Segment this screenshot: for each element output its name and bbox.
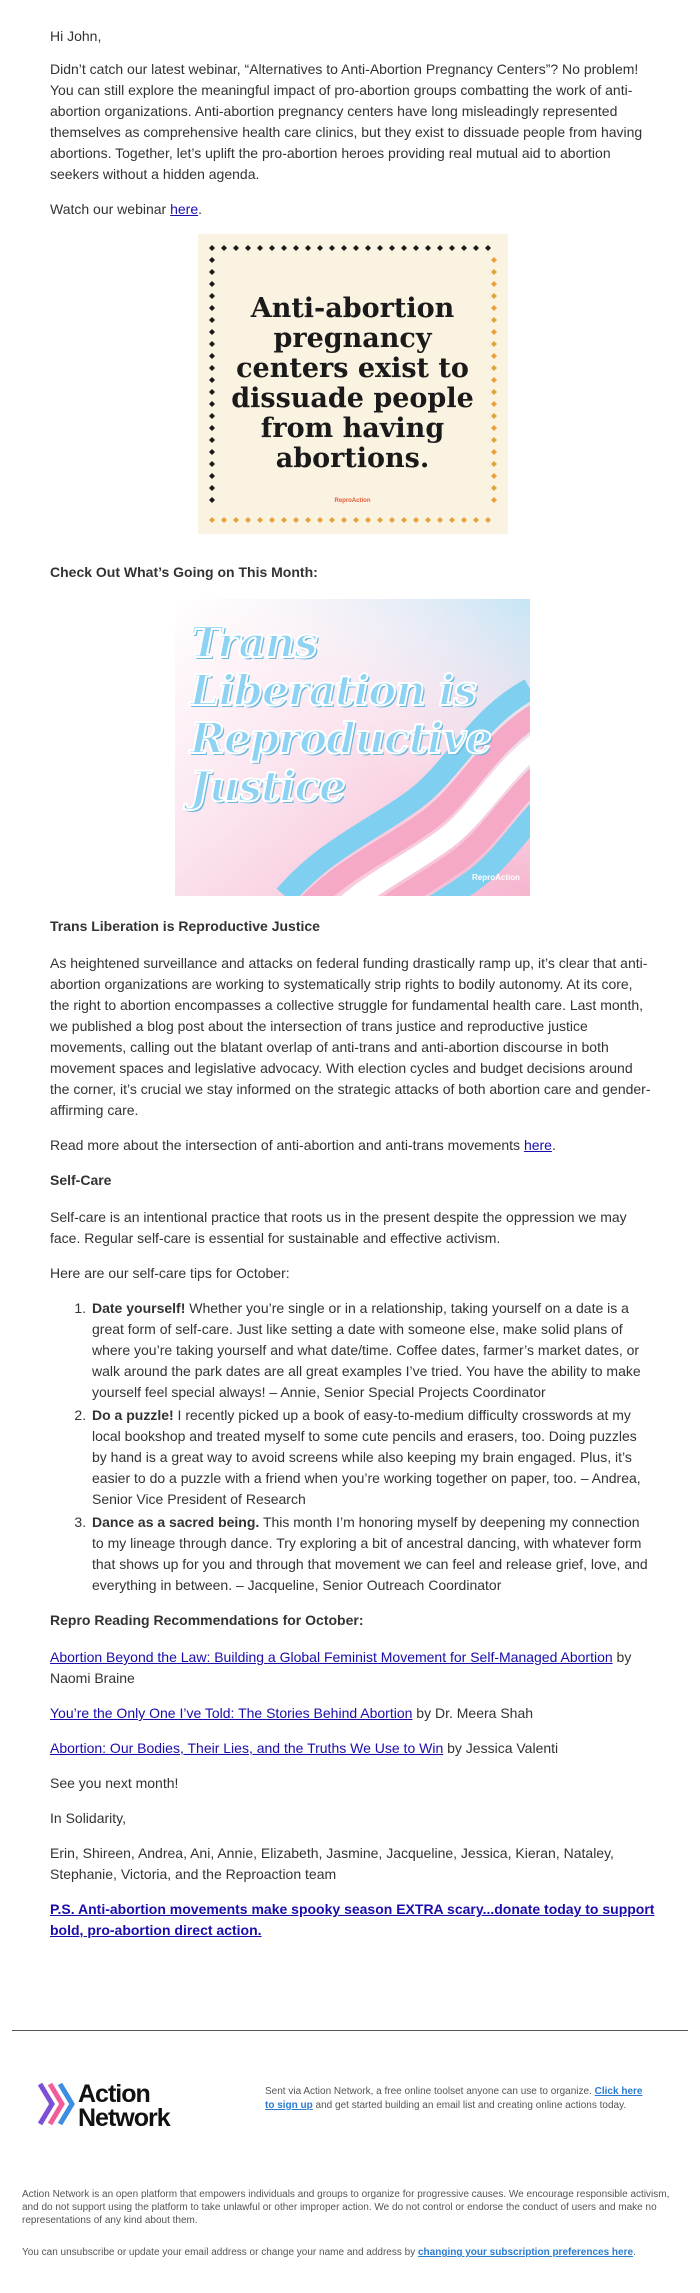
border-diamond bbox=[281, 245, 287, 251]
border-diamond bbox=[209, 269, 215, 275]
border-diamond bbox=[413, 245, 419, 251]
border-diamond bbox=[491, 281, 497, 287]
book-link[interactable]: Abortion: Our Bodies, Their Lies, and the Truths We Use to Win bbox=[50, 1740, 444, 1756]
footer-sent-via bbox=[265, 2085, 645, 2113]
border-diamond bbox=[209, 281, 215, 287]
brand-wordmark bbox=[78, 2082, 170, 2130]
border-diamond bbox=[257, 245, 263, 251]
border-diamond bbox=[413, 517, 419, 523]
border-diamond bbox=[257, 517, 263, 523]
border-diamond bbox=[491, 389, 497, 395]
footer-legal-text: Action Network is an open platform that empowers individuals and groups to organize for progressive causes. We encourage responsible activism, and do not support using the platform to take unlawful or other improper action. We do not control or endorse the conduct of users and make no representations of any kind about them. bbox=[22, 2189, 670, 2226]
border-diamond bbox=[293, 517, 299, 523]
border-diamond bbox=[209, 329, 215, 335]
border-diamond bbox=[305, 245, 311, 251]
border-diamond bbox=[209, 473, 215, 479]
border-diamond bbox=[329, 517, 335, 523]
selfcare-heading: Self-Care bbox=[50, 1172, 112, 1188]
tip-item bbox=[90, 1512, 655, 1596]
border-diamond bbox=[293, 245, 299, 251]
border-diamond bbox=[353, 517, 359, 523]
border-diamond bbox=[353, 245, 359, 251]
brand-line-1: Action bbox=[78, 2080, 150, 2108]
tips-list bbox=[50, 1298, 655, 1596]
border-diamond bbox=[221, 245, 227, 251]
border-diamond bbox=[491, 293, 497, 299]
book-author: by Jessica Valenti bbox=[443, 1740, 559, 1756]
unsub-prefix: You can unsubscribe or update your email address or change your name and address by bbox=[22, 2247, 418, 2258]
read-more-line bbox=[50, 1135, 655, 1156]
webinar-graphic[interactable] bbox=[198, 234, 508, 534]
border-diamond bbox=[209, 365, 215, 371]
border-diamond bbox=[329, 245, 335, 251]
book-item bbox=[50, 1703, 655, 1724]
border-diamond bbox=[245, 517, 251, 523]
tip-text: This month I’m honoring myself by deepening my connection to my lineage through dance. Try exploring a bit of ancestral dancing, with whatever form that shows up for you and through that movement we can feel and release grief, love, and everything in between. – Jacqueline, Senior Outreach Coordinator bbox=[92, 1514, 648, 1593]
border-diamond bbox=[491, 449, 497, 455]
border-diamond bbox=[209, 305, 215, 311]
border-diamond bbox=[209, 461, 215, 467]
border-diamond bbox=[401, 517, 407, 523]
trans-graphic-title: Trans Liberation is Reproductive Justice bbox=[190, 618, 492, 811]
border-diamond bbox=[425, 245, 431, 251]
trans-heading: Trans Liberation is Reproductive Justice bbox=[50, 918, 320, 934]
signup-link[interactable]: Click here to sign up bbox=[265, 2086, 643, 2111]
border-diamond bbox=[401, 245, 407, 251]
border-diamond bbox=[377, 245, 383, 251]
footer-divider bbox=[12, 2030, 688, 2031]
border-diamond bbox=[317, 517, 323, 523]
border-diamond bbox=[449, 245, 455, 251]
tips-intro: Here are our self-care tips for October: bbox=[50, 1265, 290, 1281]
border-diamond bbox=[491, 365, 497, 371]
border-diamond bbox=[461, 245, 467, 251]
selfcare-body: Self-care is an intentional practice that roots us in the present despite the oppression we may face. Regular self-care is essential for sustainable and effective activism. bbox=[50, 1209, 627, 1246]
border-diamond bbox=[209, 517, 215, 523]
watch-suffix: . bbox=[198, 201, 203, 217]
action-network-logo[interactable] bbox=[38, 2080, 258, 2130]
border-diamond bbox=[425, 517, 431, 523]
border-diamond bbox=[491, 317, 497, 323]
border-diamond bbox=[209, 293, 215, 299]
border-diamond bbox=[245, 245, 251, 251]
donate-ps-link[interactable]: P.S. Anti-abortion movements make spooky season EXTRA scary...donate today to support bold, pro-abortion direct action. bbox=[50, 1901, 655, 1938]
read-more-prefix: Read more about the intersection of anti-abortion and anti-trans movements bbox=[50, 1137, 524, 1153]
book-item bbox=[50, 1647, 655, 1689]
watch-webinar-line bbox=[50, 199, 655, 220]
tip-text: I recently picked up a book of easy-to-medium difficulty crosswords at my local bookshop and treated myself to some cute pencils and erasers, too. Doing puzzles by hand is a great way to avoid screens while also keeping my brain engaged. Plus, it’s easier to do a puzzle with a friend when you’re working together on paper, too. – Andrea, Senior Vice President of Research bbox=[92, 1407, 641, 1507]
border-diamond bbox=[491, 425, 497, 431]
month-heading: Check Out What’s Going on This Month: bbox=[50, 564, 318, 580]
border-diamond bbox=[209, 257, 215, 263]
book-author: by Dr. Meera Shah bbox=[412, 1705, 534, 1721]
border-diamond bbox=[365, 517, 371, 523]
border-diamond bbox=[209, 341, 215, 347]
border-diamond bbox=[485, 245, 491, 251]
book-link[interactable]: You’re the Only One I’ve Told: The Stories Behind Abortion bbox=[50, 1705, 413, 1721]
border-diamond bbox=[473, 517, 479, 523]
border-diamond bbox=[491, 437, 497, 443]
sign-off: In Solidarity, bbox=[50, 1810, 126, 1826]
tip-title: Dance as a sacred being. bbox=[92, 1514, 260, 1530]
border-diamond bbox=[209, 245, 215, 251]
email-body bbox=[50, 26, 655, 1955]
border-diamond bbox=[341, 245, 347, 251]
border-diamond bbox=[209, 317, 215, 323]
border-diamond bbox=[491, 401, 497, 407]
border-diamond bbox=[491, 353, 497, 359]
border-diamond bbox=[209, 449, 215, 455]
border-diamond bbox=[491, 473, 497, 479]
tip-item bbox=[90, 1298, 655, 1403]
border-diamond bbox=[449, 517, 455, 523]
border-diamond bbox=[269, 245, 275, 251]
border-diamond bbox=[437, 517, 443, 523]
tip-text: Whether you’re single or in a relationship, taking yourself on a date is a great form of self-care. Just like setting a date with someone else, make solid plans of where you’re taking yourself and what date/time. Coffee dates, farmer’s market dates, or walk around the park dates are all great examples I’ve tried. You have the ability to make yourself feel special always! – Annie, Senior Special Projects Coordinator bbox=[92, 1300, 641, 1400]
border-diamond bbox=[491, 377, 497, 383]
book-author: by Naomi Braine bbox=[50, 1649, 632, 1686]
border-diamond bbox=[209, 401, 215, 407]
read-more-link[interactable]: here bbox=[523, 1137, 552, 1153]
border-diamond bbox=[305, 517, 311, 523]
tip-title: Do a puzzle! bbox=[92, 1407, 174, 1423]
border-diamond bbox=[389, 517, 395, 523]
webinar-link[interactable]: here bbox=[170, 201, 199, 217]
border-diamond bbox=[491, 329, 497, 335]
border-diamond bbox=[209, 389, 215, 395]
border-diamond bbox=[485, 517, 491, 523]
border-diamond bbox=[365, 245, 371, 251]
border-diamond bbox=[281, 517, 287, 523]
watch-prefix: Watch our webinar bbox=[50, 201, 171, 217]
border-diamond bbox=[491, 305, 497, 311]
tip-item bbox=[90, 1405, 655, 1510]
signers: Erin, Shireen, Andrea, Ani, Annie, Elizabeth, Jasmine, Jacqueline, Jessica, Kieran, Nataley, Stephanie, Victoria, and the Reproaction team bbox=[50, 1845, 614, 1882]
border-diamond bbox=[491, 413, 497, 419]
book-item bbox=[50, 1738, 655, 1759]
border-diamond bbox=[209, 437, 215, 443]
border-diamond bbox=[389, 245, 395, 251]
webinar-graphic-text: Anti-abortion pregnancy centers exist to dissuade people from having abortions. bbox=[231, 293, 474, 474]
border-diamond bbox=[437, 245, 443, 251]
border-diamond bbox=[209, 425, 215, 431]
border-diamond bbox=[491, 461, 497, 467]
read-more-suffix: . bbox=[551, 1137, 556, 1153]
action-network-mark-icon bbox=[38, 2080, 78, 2130]
sent-via-suffix: and get started building an email list and creating online actions today. bbox=[312, 2100, 627, 2111]
see-you-line: See you next month! bbox=[50, 1775, 179, 1791]
tip-title: Date yourself! bbox=[92, 1300, 186, 1316]
sent-via-text: Sent via Action Network, a free online toolset anyone can use to organize. bbox=[265, 2086, 595, 2097]
footer-unsubscribe bbox=[22, 2246, 682, 2259]
border-diamond bbox=[209, 353, 215, 359]
border-diamond bbox=[317, 245, 323, 251]
trans-body: As heightened surveillance and attacks on federal funding drastically ramp up, it’s clear that anti-abortion organizations are working to systematically strip rights to bodily autonomy. At its core, the right to abortion encompasses a collective struggle for fundamental health care. Last month, we published a blog post about the intersection of trans justice and reproductive justice movements, calling out the blatant overlap of anti-trans and anti-abortion discourse in both movement spaces and legislative advocacy. With election cycles and budget decisions around the corner, it’s crucial we stay informed on the strategic attacks of both abortion care and gender-affirming care. bbox=[50, 955, 651, 1118]
border-diamond bbox=[209, 413, 215, 419]
border-diamond bbox=[491, 257, 497, 263]
border-diamond bbox=[341, 517, 347, 523]
border-diamond bbox=[491, 341, 497, 347]
webinar-graphic-logo: ReproAction bbox=[334, 498, 371, 504]
book-link[interactable]: Abortion Beyond the Law: Building a Global Feminist Movement for Self-Managed Abortion bbox=[50, 1649, 613, 1665]
border-diamond bbox=[209, 377, 215, 383]
border-diamond bbox=[269, 517, 275, 523]
border-diamond bbox=[233, 245, 239, 251]
border-diamond bbox=[491, 269, 497, 275]
border-diamond bbox=[377, 517, 383, 523]
reading-heading: Repro Reading Recommendations for October: bbox=[50, 1612, 364, 1628]
border-diamond bbox=[473, 245, 479, 251]
border-diamond bbox=[221, 517, 227, 523]
trans-graphic-logo: ReproAction bbox=[472, 873, 520, 882]
brand-line-2: Network bbox=[78, 2104, 170, 2132]
border-diamond bbox=[461, 517, 467, 523]
greeting: Hi John, bbox=[50, 28, 102, 44]
unsub-suffix: . bbox=[633, 2247, 636, 2258]
intro-paragraph: Didn’t catch our latest webinar, “Alternatives to Anti-Abortion Pregnancy Centers”? No problem! You can still explore the meaningful impact of pro-abortion groups combatting the work of anti-abortion organizations. Anti-abortion pregnancy centers have long misleadingly represented themselves as comprehensive health care clinics, but they exist to dissuade people from having abortions. Together, let’s uplift the pro-abortion heroes providing real mutual aid to abortion seekers without a hidden agenda. bbox=[50, 61, 643, 182]
border-diamond bbox=[233, 517, 239, 523]
subscription-preferences-link[interactable]: changing your subscription preferences here bbox=[418, 2247, 634, 2258]
trans-liberation-graphic[interactable] bbox=[175, 599, 530, 896]
